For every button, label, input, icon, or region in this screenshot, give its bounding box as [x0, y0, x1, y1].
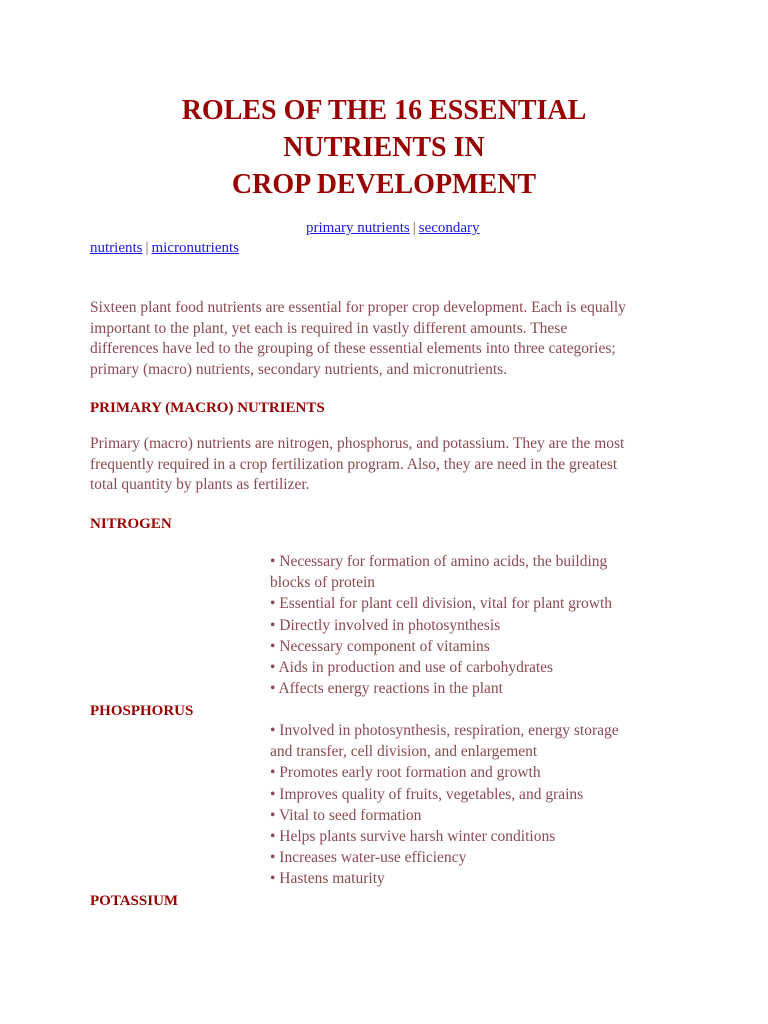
list-item: blocks of protein [270, 574, 376, 592]
page-title [0, 92, 768, 203]
nav-separator: | [412, 220, 416, 236]
secondary-nutrients-link-part2[interactable]: nutrients [90, 240, 143, 256]
list-item: • Hastens maturity [270, 870, 385, 888]
list-item: • Improves quality of fruits, vegetables, and grains [270, 785, 584, 803]
primary-text-line: frequently required in a crop fertilization program. Also, they are need in the greatest [90, 455, 618, 473]
list-item: • Affects energy reactions in the plant [270, 680, 503, 698]
intro-line: differences have led to the grouping of these essential elements into three categories; [90, 340, 616, 358]
list-item: • Directly involved in photosynthesis [270, 616, 501, 634]
secondary-nutrients-link-part1[interactable]: secondary [418, 220, 480, 236]
intro-line: primary (macro) nutrients, secondary nutrients, and micronutrients. [90, 360, 508, 378]
primary-text-line: Primary (macro) nutrients are nitrogen, phosphorus, and potassium. They are the most [90, 435, 625, 452]
title-line-2: NUTRIENTS IN [283, 132, 485, 163]
list-item: • Helps plants survive harsh winter conditions [270, 828, 556, 846]
nav-separator: | [145, 240, 149, 256]
title-line-3: CROP DEVELOPMENT [231, 169, 537, 200]
nitrogen-heading: NITROGEN [90, 516, 172, 532]
phosphorus-bullet-list [270, 720, 690, 890]
primary-nutrients-link[interactable]: primary nutrients [306, 220, 410, 236]
potassium-heading: POTASSIUM [90, 893, 179, 909]
list-item: • Necessary for formation of amino acids, the building [270, 553, 608, 570]
list-item: and transfer, cell division, and enlargement [270, 743, 538, 761]
intro-line: Sixteen plant food nutrients are essential for proper crop development. Each is equally [90, 299, 626, 316]
list-item: • Increases water-use efficiency [270, 849, 467, 867]
primary-text-line: total quantity by plants as fertilizer. [90, 476, 310, 494]
nav-links-line-1 [306, 218, 480, 238]
nitrogen-bullet-list [270, 551, 690, 699]
primary-nutrients-heading: PRIMARY (MACRO) NUTRIENTS [90, 400, 325, 416]
list-item: • Necessary component of vitamins [270, 637, 490, 655]
intro-paragraph [90, 298, 690, 380]
title-line-1: ROLES OF THE 16 ESSENTIAL [181, 95, 587, 126]
intro-line: important to the plant, yet each is required in vastly different amounts. These [90, 319, 568, 337]
list-item: • Involved in photosynthesis, respiration, energy storage [270, 722, 619, 739]
list-item: • Aids in production and use of carbohydrates [270, 659, 554, 677]
nav-links-line-2 [90, 238, 239, 258]
micronutrients-link[interactable]: micronutrients [151, 240, 239, 256]
primary-nutrients-paragraph [90, 434, 690, 496]
phosphorus-heading: PHOSPHORUS [90, 703, 194, 719]
list-item: • Promotes early root formation and growth [270, 764, 541, 782]
list-item: • Vital to seed formation [270, 806, 422, 824]
list-item: • Essential for plant cell division, vital for plant growth [270, 595, 613, 613]
